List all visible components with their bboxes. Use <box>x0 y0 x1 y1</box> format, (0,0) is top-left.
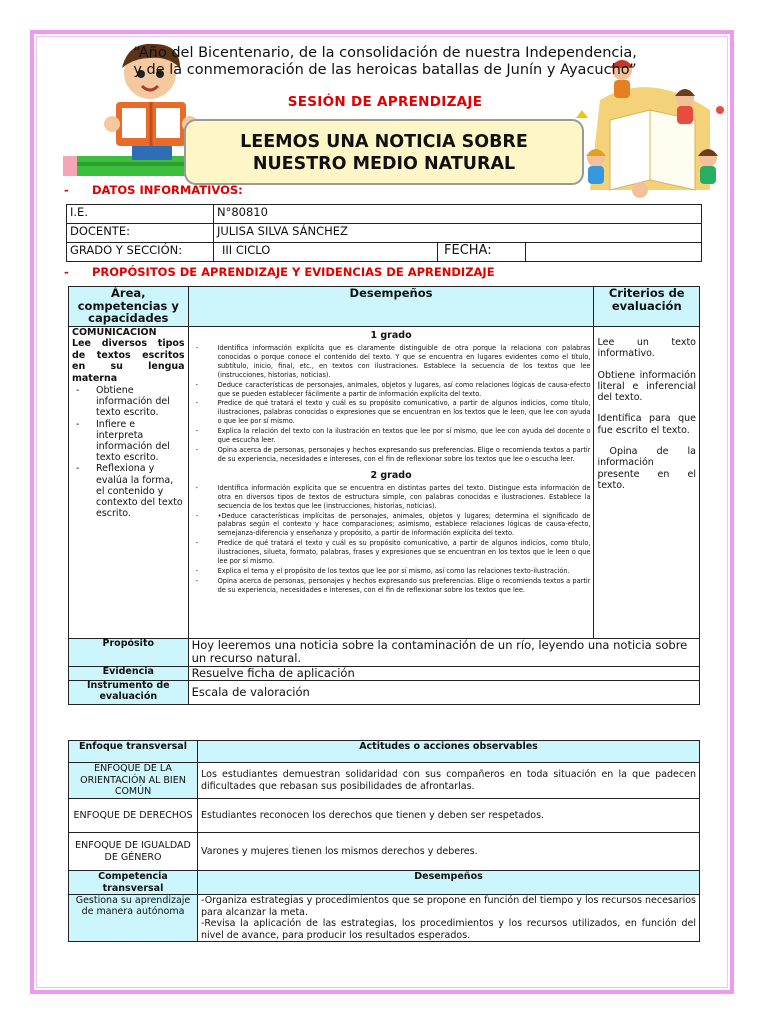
docente-label: DOCENTE: <box>67 224 214 243</box>
col-desempenos-header: Desempeños <box>188 287 594 327</box>
capacidad-item: - Obtiene información del texto escrito. <box>96 385 185 419</box>
criterio-item: Identifica para que fue escrito el texto. <box>597 413 696 436</box>
enfoque-name: ENFOQUE DE LA ORIENTACIÓN AL BIEN COMÚN <box>69 763 198 799</box>
capacidades-list <box>72 385 185 519</box>
enfoque-text: Varones y mujeres tienen los mismos derechos y deberes. <box>198 833 700 871</box>
fecha-label: FECHA: <box>438 243 526 262</box>
instrumento-label: Instrumento de evaluación <box>69 681 189 705</box>
grade-2-item: - Opina acerca de personas, personajes y hechos expresando sus preferencias. Elige o recomienda textos a partir de su experiencia, necesidades e intereses, con el fin de reflexionar sobre los textos que lee. <box>218 577 591 595</box>
grade-1-item: - Deduce características de personajes, animales, objetos y lugares, así como relaciones lógicas de causa-efecto que se pueden establecer fácilmente a partir de información explícita del texto. <box>218 381 591 399</box>
enfoque-name: ENFOQUE DE IGUALDAD DE GÉNERO <box>69 833 198 871</box>
desempenos-cell <box>188 327 594 639</box>
grade-1-item: - Predice de qué tratará el texto y cuál es su propósito comunicativo, a partir de algunos indicios, como título, ilustraciones, palabras conocidas o expresiones que se encuentran en los textos que le leen, que lee con ayuda o que lee por sí mismo. <box>218 399 591 426</box>
area-title: COMUNICACIÓN <box>72 327 157 338</box>
grado-label: GRADO Y SECCIÓN: <box>67 243 214 262</box>
propositos-table <box>68 286 700 705</box>
col-criterios-header: Criterios de evaluación <box>594 287 700 327</box>
docente-value: JULISA SILVA SÁNCHEZ <box>214 224 702 243</box>
competencia-text: Lee diversos tipos de textos escritos en su lengua materna <box>72 338 185 384</box>
criterio-item: Opina de la información presente en el texto. <box>597 446 696 491</box>
col-enfoque-header: Enfoque transversal <box>69 741 198 763</box>
grade-1-item: - Identifica información explícita que es claramente distinguible de otra porque la relaciona con palabras conocidas o porque conoce el contenido del texto. Y que se encuentra en lugares evidentes como el título, subtítulo, inicio, final, etc., en textos con ilustraciones. Establece la secuencia de los textos que lee (instrucciones, historias, noticias). <box>218 344 591 380</box>
competencia-transversal-desempenos <box>198 895 700 942</box>
grado-value: III CICLO <box>214 243 438 262</box>
session-title-box <box>184 119 584 185</box>
datos-table <box>66 204 702 262</box>
capacidad-item: - Reflexiona y evalúa la forma, el contenido y contexto del texto escrito. <box>96 463 185 519</box>
enfoque-text: Estudiantes reconocen los derechos que tienen y deben ser respetados. <box>198 799 700 833</box>
grade-2-item: - Identifica información explícita que se encuentra en distintas partes del texto. Distingue esta información de otra en diversos tipos de textos de estructura simple, con palabras conocidas e ilustraciones. Establece la secuencia de los textos que lee (instrucciones, historias, noticias). <box>218 484 591 511</box>
grade-1-item: - Explica la relación del texto con la ilustración en textos que lee por sí mismo, que lee con ayuda del docente o que escucha leer. <box>218 427 591 445</box>
grade-2-list <box>192 484 591 595</box>
evidencia-label: Evidencia <box>69 667 189 681</box>
motto-line-1: “Año del Bicentenario, de la consolidación de nuestra Independencia, <box>133 45 637 61</box>
col-competencia-header: Competencia transversal <box>69 871 198 895</box>
enfoque-name: ENFOQUE DE DERECHOS <box>69 799 198 833</box>
criterios-cell <box>594 327 700 639</box>
motto-line-2: y de la conmemoración de las heroicas batallas de Junín y Ayacucho” <box>133 62 637 78</box>
criterio-item: Obtiene información literal e inferencial del texto. <box>597 369 696 404</box>
area-cell <box>69 327 189 639</box>
fecha-value <box>526 243 702 262</box>
grade-2-title: 2 grado <box>370 469 412 481</box>
session-label: SESIÓN DE APRENDIZAJE <box>287 94 483 110</box>
propositos-heading-text: PROPÓSITOS DE APRENDIZAJE Y EVIDENCIAS DE APRENDIZAJE <box>92 265 495 279</box>
desempeno-line: -Organiza estrategias y procedimientos que se propone en función del tiempo y los recursos necesarios para alcanzar la meta. <box>201 895 696 918</box>
col-desempenos-transversal-header: Desempeños <box>198 871 700 895</box>
datos-heading-text: DATOS INFORMATIVOS: <box>92 183 243 197</box>
evidencia-value: Resuelve ficha de aplicación <box>188 667 699 681</box>
criterio-item: Lee un texto informativo. <box>597 337 696 360</box>
instrumento-value: Escala de valoración <box>188 681 699 705</box>
proposito-value: Hoy leeremos una noticia sobre la contaminación de un río, leyendo una noticia sobre un recurso natural. <box>188 639 699 667</box>
grade-2-item: - Predice de qué tratará el texto y cuál es su propósito comunicativo, a partir de algunos indicios, como título, ilustraciones, silueta, formato, palabras, frases y expresiones que se encuentran en los textos que le leen o que lee por sí mismo. <box>218 539 591 566</box>
propositos-heading: - PROPÓSITOS DE APRENDIZAJE Y EVIDENCIAS DE APRENDIZAJE <box>64 265 495 279</box>
grade-2-item: - •Deduce características implícitas de personajes, animales, objetos y lugares; determina el significado de palabras según el contexto y hace comparaciones; asimismo, establece relaciones lógicas de causa-efecto, semejanza-diferencia y enseñanza y propósito, a partir de información explícita del texto. <box>218 512 591 539</box>
col-actitudes-header: Actitudes o acciones observables <box>198 741 700 763</box>
grade-1-item: - Opina acerca de personas, personajes y hechos expresando sus preferencias. Elige o recomienda textos a partir de su experiencia, necesidades e intereses, con el fin de reflexionar sobre los textos que lee o escucha leer. <box>218 446 591 464</box>
capacidad-item: - Infiere e interpreta información del texto escrito. <box>96 419 185 464</box>
ie-value: N°80810 <box>214 205 702 224</box>
competencia-transversal-name: Gestiona su aprendizaje de manera autónoma <box>69 895 198 942</box>
session-title-line-2: NUESTRO MEDIO NATURAL <box>252 154 516 174</box>
desempeno-line: -Revisa la aplicación de las estrategias, los procedimientos y los recursos utilizados, en función del nivel de avance, para producir los resultados esperados. <box>201 918 696 941</box>
enfoques-table <box>68 740 700 942</box>
datos-heading: - DATOS INFORMATIVOS: <box>64 183 243 197</box>
grade-2-item: - Explica el tema y el propósito de los textos que lee por sí mismo, así como las relaciones texto-ilustración. <box>218 567 591 576</box>
col-area-header: Área, competencias y capacidades <box>69 287 189 327</box>
proposito-label: Propósito <box>69 639 189 667</box>
grade-1-title: 1 grado <box>370 330 412 341</box>
enfoque-text: Los estudiantes demuestran solidaridad con sus compañeros en toda situación en la que padecen dificultades que rebasan sus posibilidades de afrontarlas. <box>198 763 700 799</box>
session-title-line-1: LEEMOS UNA NOTICIA SOBRE <box>240 132 528 152</box>
grade-1-list <box>192 344 591 464</box>
ie-label: I.E. <box>67 205 214 224</box>
